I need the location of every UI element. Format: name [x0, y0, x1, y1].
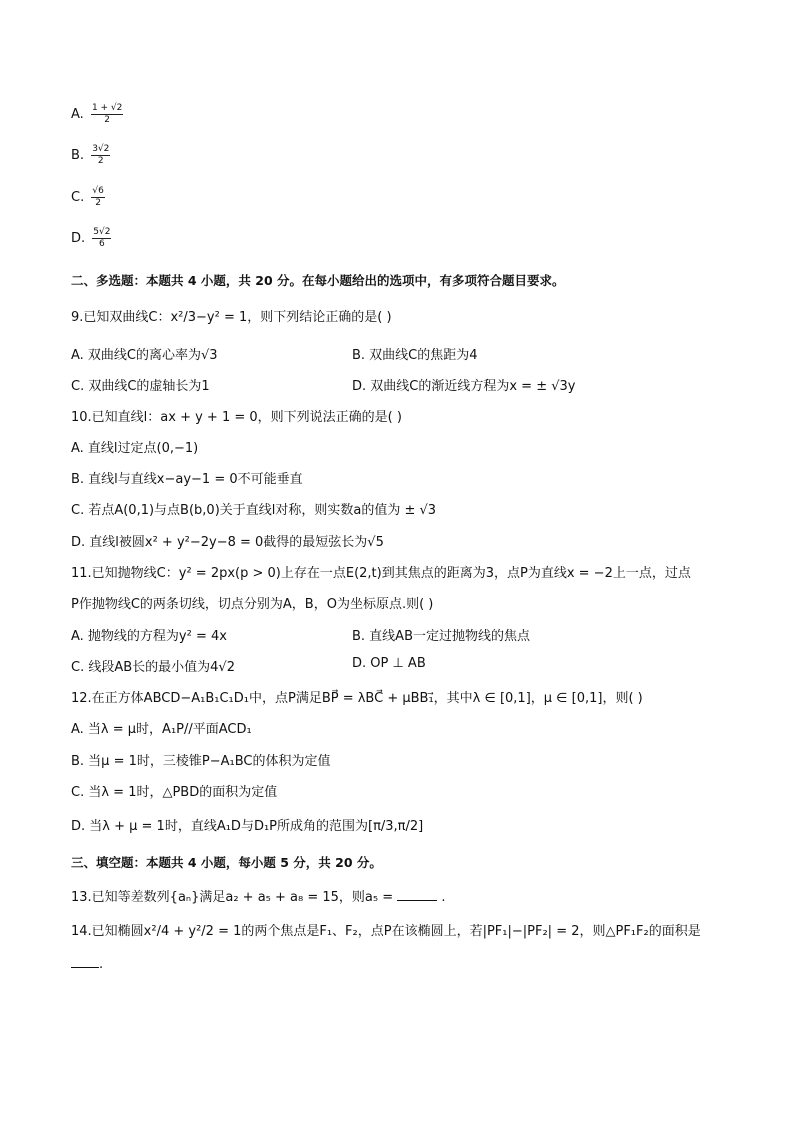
fraction: $\frac{√6}{2}$	[92, 186, 104, 208]
q8-option-d: D. $\frac{5√2}{6}$	[71, 227, 111, 249]
q10-option-a: A. 直线l过定点(0,−1)	[71, 441, 199, 456]
q14-answer-line	[71, 955, 103, 972]
fraction: $\frac{1 + √2}{2}$	[91, 103, 123, 125]
q8-option-c: C. $\frac{√6}{2}$	[71, 186, 104, 208]
q11-stem-line2: P作抛物线C的两条切线，切点分别为A，B，O为坐标原点.则( )	[71, 597, 434, 612]
q9-option-d: D. 双曲线C的渐近线方程为x = ± √3y	[352, 379, 576, 394]
q9-option-b: B. 双曲线C的焦距为4	[352, 348, 478, 363]
q11-option-c: C. 线段AB长的最小值为4√2	[71, 660, 235, 675]
q10-stem: 10.已知直线l：ax + y + 1 = 0，则下列说法正确的是( )	[71, 410, 402, 425]
q14-tail: .	[99, 957, 104, 972]
q12-option-a: A. 当λ = μ时，A₁P//平面ACD₁	[71, 722, 252, 737]
q11-option-a: A. 抛物线的方程为y² = 4x	[71, 629, 227, 644]
q11-option-b: B. 直线AB一定过抛物线的焦点	[352, 629, 530, 644]
answer-blank[interactable]	[397, 888, 437, 901]
q13-stem: 13.已知等差数列{aₙ}满足a₂ + a₅ + a₈ = 15，则a₅ =	[71, 890, 394, 905]
answer-blank[interactable]	[71, 955, 99, 968]
fraction: $\frac{3√2}{2}$	[92, 144, 110, 166]
q9-option-a: A. 双曲线C的离心率为√3	[71, 348, 218, 363]
q13	[71, 886, 446, 905]
q13-tail: .	[441, 890, 446, 905]
fraction: $\frac{5√2}{6}$	[93, 227, 111, 249]
q12-option-c: C. 当λ = 1时，△PBD的面积为定值	[71, 785, 278, 800]
q10-option-c: C. 若点A(0,1)与点B(b,0)关于直线l对称，则实数a的值为 ± √3	[71, 503, 437, 518]
q11-stem-line1: 11.已知抛物线C：y² = 2px(p > 0)上存在一点E(2,t)到其焦点的距离为3，点P为直线x = −2上一点，过点	[71, 566, 691, 581]
q9-stem: 9.已知双曲线C：x²/3−y² = 1，则下列结论正确的是( )	[71, 310, 392, 325]
section3-heading: 三、填空题：本题共 4 小题，每小题 5 分，共 20 分。	[71, 855, 382, 870]
q14-stem: 14.已知椭圆x²/4 + y²/2 = 1的两个焦点是F₁、F₂，点P在该椭圆上，若|PF₁|−|PF₂| = 2，则△PF₁F₂的面积是	[71, 924, 701, 939]
q10-option-b: B. 直线l与直线x−ay−1 = 0不可能垂直	[71, 472, 303, 487]
q11-option-d: D. OP ⊥ AB	[352, 656, 426, 671]
section2-heading: 二、多选题：本题共 4 小题，共 20 分。在每小题给出的选项中，有多项符合题目要求。	[71, 273, 565, 288]
q12-option-d: D. 当λ + μ = 1时，直线A₁D与D₁P所成角的范围为[π/3,π/2]	[71, 819, 424, 834]
q10-option-d: D. 直线l被圆x² + y²−2y−8 = 0截得的最短弦长为√5	[71, 535, 384, 550]
q8-option-a: A. $\frac{1 + √2}{2}$	[71, 103, 123, 125]
q9-option-c: C. 双曲线C的虚轴长为1	[71, 379, 210, 394]
q12-option-b: B. 当μ = 1时，三棱锥P−A₁BC的体积为定值	[71, 754, 331, 769]
q12-stem: 12.在正方体ABCD−A₁B₁C₁D₁中，点P满足BP⃗ = λBC⃗ + μBB₁⃗，其中λ ∈ [0,1]，μ ∈ [0,1]，则( )	[71, 691, 643, 706]
q8-option-b: B. $\frac{3√2}{2}$	[71, 144, 110, 166]
